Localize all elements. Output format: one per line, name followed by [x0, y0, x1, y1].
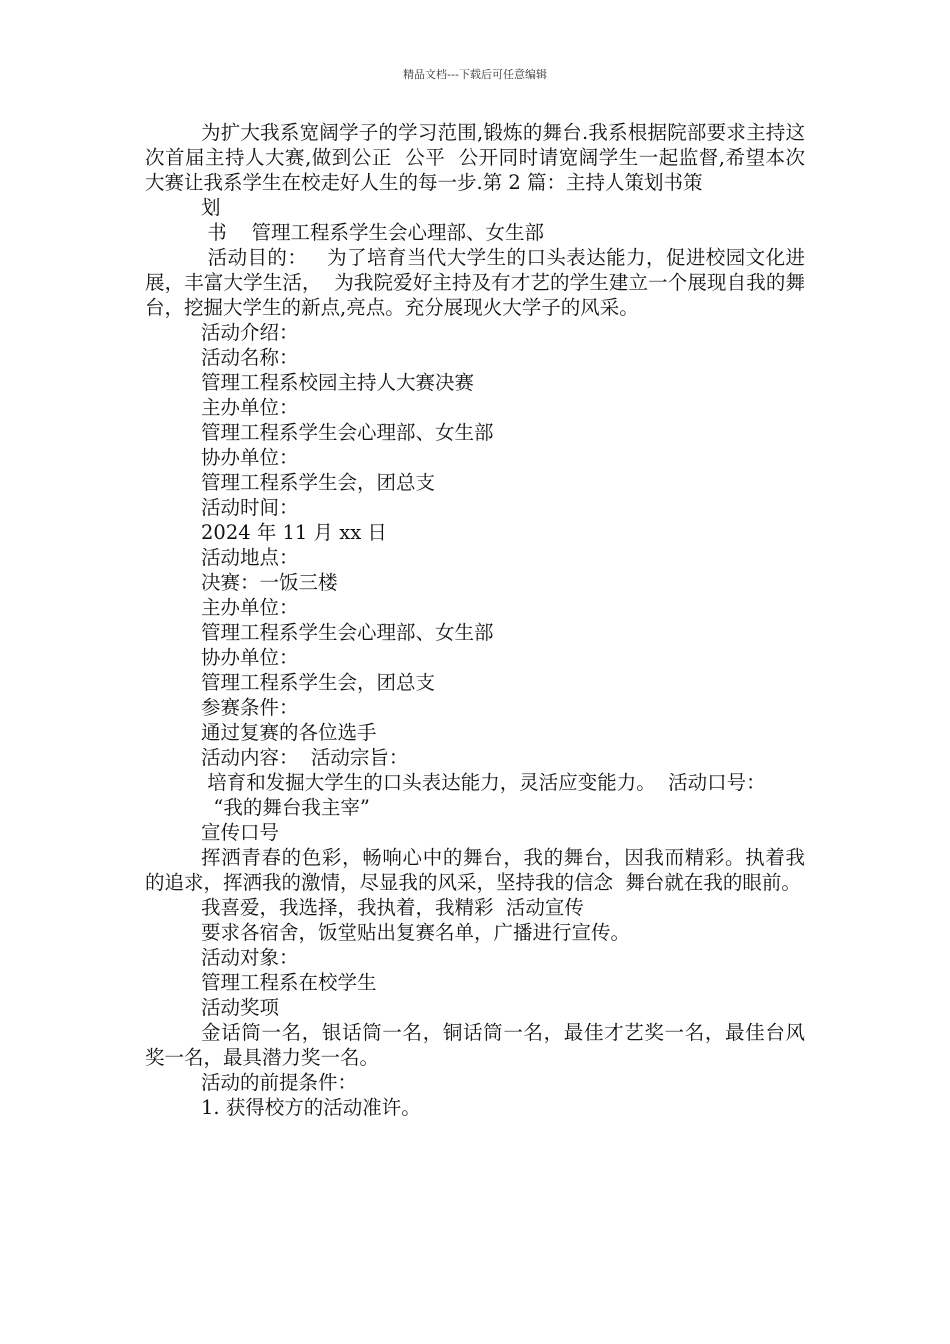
paragraph-line: 活动时间：: [201, 496, 299, 519]
paragraph-line: 参赛条件：: [201, 696, 299, 719]
paragraph-line: 活动名称：: [201, 346, 299, 369]
paragraph-line: 活动地点：: [201, 546, 299, 569]
paragraph-line: 划: [201, 196, 221, 219]
paragraph-line: 我喜爱，我选择，我执着，我精彩 活动宣传: [201, 896, 584, 919]
paragraph-line: 通过复赛的各位选手: [201, 721, 377, 744]
paragraph-line: 主办单位：: [201, 596, 299, 619]
paragraph-line: 活动奖项: [201, 996, 280, 1019]
paragraph-line: 管理工程系学生会心理部、女生部: [201, 421, 494, 444]
paragraph-line: 活动介绍：: [201, 321, 299, 344]
paragraph-line: 活动的前提条件：: [201, 1071, 358, 1094]
document-body: [145, 120, 805, 1120]
paragraph-line: 2024 年 11 月 xx 日: [201, 521, 387, 544]
paragraph-line: 培育和发掘大学生的口头表达能力，灵活应变能力。 活动口号：: [201, 771, 766, 794]
paragraph-line: 要求各宿舍，饭堂贴出复赛名单，广播进行宣传。: [201, 921, 631, 944]
paragraph-line: 1. 获得校方的活动准许。: [201, 1096, 421, 1119]
paragraph-line: 活动对象：: [201, 946, 299, 969]
paragraph-line: 协办单位：: [201, 446, 299, 469]
paragraph-line: 为扩大我系宽阔学子的学习范围,锻炼的舞台.我系根据院部要求主持这次首届主持人大赛,做到公正 公平 公开同时请宽阔学生一起监督,希望本次大赛让我系学生在校走好人生的每一步.第 2 篇：主持人策划书策: [145, 121, 805, 194]
paragraph-line: 主办单位：: [201, 396, 299, 419]
paragraph-line: 管理工程系在校学生: [201, 971, 377, 994]
paragraph-line: “我的舞台我主宰”: [201, 796, 370, 819]
paragraph-line: 管理工程系学生会，团总支: [201, 471, 436, 494]
paragraph-line: 决赛：一饭三楼: [201, 571, 338, 594]
paragraph-line: 管理工程系校园主持人大赛决赛: [201, 371, 475, 394]
paragraph-line: 宣传口号: [201, 821, 280, 844]
page-header: 精品文档---下载后可任意编辑: [403, 68, 547, 81]
paragraph-line: 协办单位：: [201, 646, 299, 669]
paragraph-line: 活动内容： 活动宗旨：: [201, 746, 409, 769]
paragraph-line: 挥洒青春的色彩，畅响心中的舞台，我的舞台，因我而精彩。执着我的追求，挥洒我的激情，尽显我的风采，坚持我的信念 舞台就在我的眼前。: [145, 846, 805, 894]
paragraph-line: 金话筒一名，银话筒一名，铜话筒一名，最佳才艺奖一名，最佳台风奖一名，最具潜力奖一名。: [145, 1021, 805, 1069]
paragraph-line: 管理工程系学生会，团总支: [201, 671, 436, 694]
paragraph-line: 书 管理工程系学生会心理部、女生部: [201, 221, 544, 244]
paragraph-line: 活动目的： 为了培育当代大学生的口头表达能力，促进校园文化进展，丰富大学生活， 为我院爱好主持及有才艺的学生建立一个展现自我的舞台，挖掘大学生的新点,亮点。充分展现火大学子的风采。: [145, 246, 805, 319]
paragraph-line: 管理工程系学生会心理部、女生部: [201, 621, 494, 644]
